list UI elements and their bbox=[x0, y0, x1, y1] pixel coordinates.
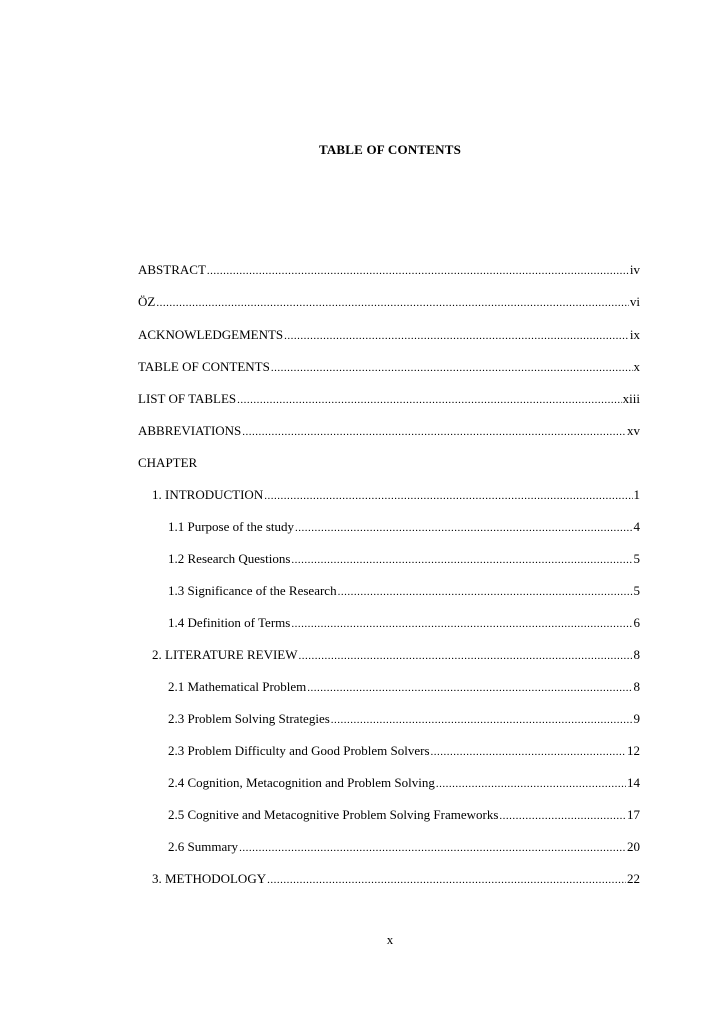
toc-entry-page: 1 bbox=[633, 487, 640, 502]
dot-leader bbox=[499, 808, 626, 824]
toc-entry-label: LIST OF TABLES bbox=[138, 391, 237, 406]
toc-entry-label: 1. INTRODUCTION bbox=[152, 487, 264, 502]
dot-leader bbox=[307, 680, 632, 696]
dot-leader bbox=[156, 295, 629, 311]
toc-section-entry bbox=[168, 615, 640, 632]
dot-leader bbox=[331, 712, 633, 728]
toc-entry-acknowledgements bbox=[138, 327, 640, 344]
toc-section-entry bbox=[168, 583, 640, 600]
toc-entry-abbreviations bbox=[138, 423, 640, 440]
dot-leader bbox=[239, 840, 626, 856]
toc-entry-abstract bbox=[138, 262, 640, 279]
dot-leader bbox=[299, 648, 633, 664]
toc-section-entry bbox=[168, 519, 640, 536]
page-title: TABLE OF CONTENTS bbox=[318, 142, 462, 157]
toc-entry-page: 4 bbox=[633, 519, 640, 534]
toc-entry-label: 2.4 Cognition, Metacognition and Problem Solving bbox=[168, 775, 435, 790]
toc-section-entry bbox=[168, 743, 640, 760]
toc-entry-page: 17 bbox=[627, 807, 640, 822]
dot-leader bbox=[431, 744, 626, 760]
toc-entry-page: xv bbox=[627, 423, 640, 438]
toc-entry-list-of-tables bbox=[138, 391, 640, 408]
toc-entry-page: 9 bbox=[633, 711, 640, 726]
toc-entry-page: 8 bbox=[633, 679, 640, 694]
toc-entry-label: 1.2 Research Questions bbox=[168, 551, 291, 566]
toc-entry-page: iv bbox=[629, 262, 640, 277]
toc-section-entry bbox=[168, 551, 640, 568]
toc-entry-label: 1.3 Significance of the Research bbox=[168, 583, 337, 598]
toc-section-entry bbox=[168, 839, 640, 856]
dot-leader bbox=[291, 552, 632, 568]
toc-entry-label: ABSTRACT bbox=[138, 262, 206, 277]
dot-leader bbox=[271, 360, 633, 376]
toc-entry-label: 1.4 Definition of Terms bbox=[168, 615, 291, 630]
toc-entry-label: 3. METHODOLOGY bbox=[152, 871, 267, 886]
toc-entry-label: 2.5 Cognitive and Metacognitive Problem Solving Frameworks bbox=[168, 807, 499, 822]
toc-entry-oz bbox=[138, 294, 640, 311]
toc-section-entry bbox=[168, 679, 640, 696]
toc-entry-page: x bbox=[633, 359, 640, 374]
toc-chapter-entry bbox=[152, 487, 640, 504]
toc-entry-page: ix bbox=[629, 327, 640, 342]
toc-entry-page: vi bbox=[629, 294, 640, 309]
toc-section-entry bbox=[168, 807, 640, 824]
toc-entry-page: 12 bbox=[627, 743, 640, 758]
toc-entry-page: 5 bbox=[633, 551, 640, 566]
toc-entry-label: 2.1 Mathematical Problem bbox=[168, 679, 307, 694]
dot-leader bbox=[291, 616, 632, 632]
toc-entry-table-of-contents bbox=[138, 359, 640, 376]
chapter-heading: CHAPTER bbox=[138, 455, 198, 470]
dot-leader bbox=[237, 392, 621, 408]
toc-entry-page: xiii bbox=[622, 391, 640, 406]
dot-leader bbox=[295, 520, 632, 536]
dot-leader bbox=[267, 872, 626, 888]
toc-entry-page: 5 bbox=[633, 583, 640, 598]
toc-entry-label: 2.3 Problem Difficulty and Good Problem Solvers bbox=[168, 743, 430, 758]
dot-leader bbox=[338, 584, 633, 600]
toc-entry-label: 2. LITERATURE REVIEW bbox=[152, 647, 298, 662]
page-number: x bbox=[386, 932, 394, 947]
toc-entry-page: 22 bbox=[627, 871, 640, 886]
dot-leader bbox=[264, 488, 632, 504]
dot-leader bbox=[436, 776, 626, 792]
dot-leader bbox=[207, 263, 629, 279]
toc-entry-label: 2.6 Summary bbox=[168, 839, 239, 854]
toc-chapter-entry bbox=[152, 871, 640, 888]
toc-entry-label: TABLE OF CONTENTS bbox=[138, 359, 270, 374]
toc-entry-page: 6 bbox=[633, 615, 640, 630]
toc-entry-page: 8 bbox=[633, 647, 640, 662]
toc-section-entry bbox=[168, 775, 640, 792]
toc-section-entry bbox=[168, 711, 640, 728]
toc-entry-label: ABBREVIATIONS bbox=[138, 423, 242, 438]
toc-entry-label: ACKNOWLEDGEMENTS bbox=[138, 327, 284, 342]
toc-entry-page: 20 bbox=[627, 839, 640, 854]
toc-chapter-entry bbox=[152, 647, 640, 664]
toc-entry-label: 1.1 Purpose of the study bbox=[168, 519, 295, 534]
dot-leader bbox=[242, 424, 626, 440]
toc-entry-page: 14 bbox=[627, 775, 640, 790]
dot-leader bbox=[284, 328, 629, 344]
toc-entry-label: 2.3 Problem Solving Strategies bbox=[168, 711, 330, 726]
toc-entry-label: ÖZ bbox=[138, 294, 156, 309]
